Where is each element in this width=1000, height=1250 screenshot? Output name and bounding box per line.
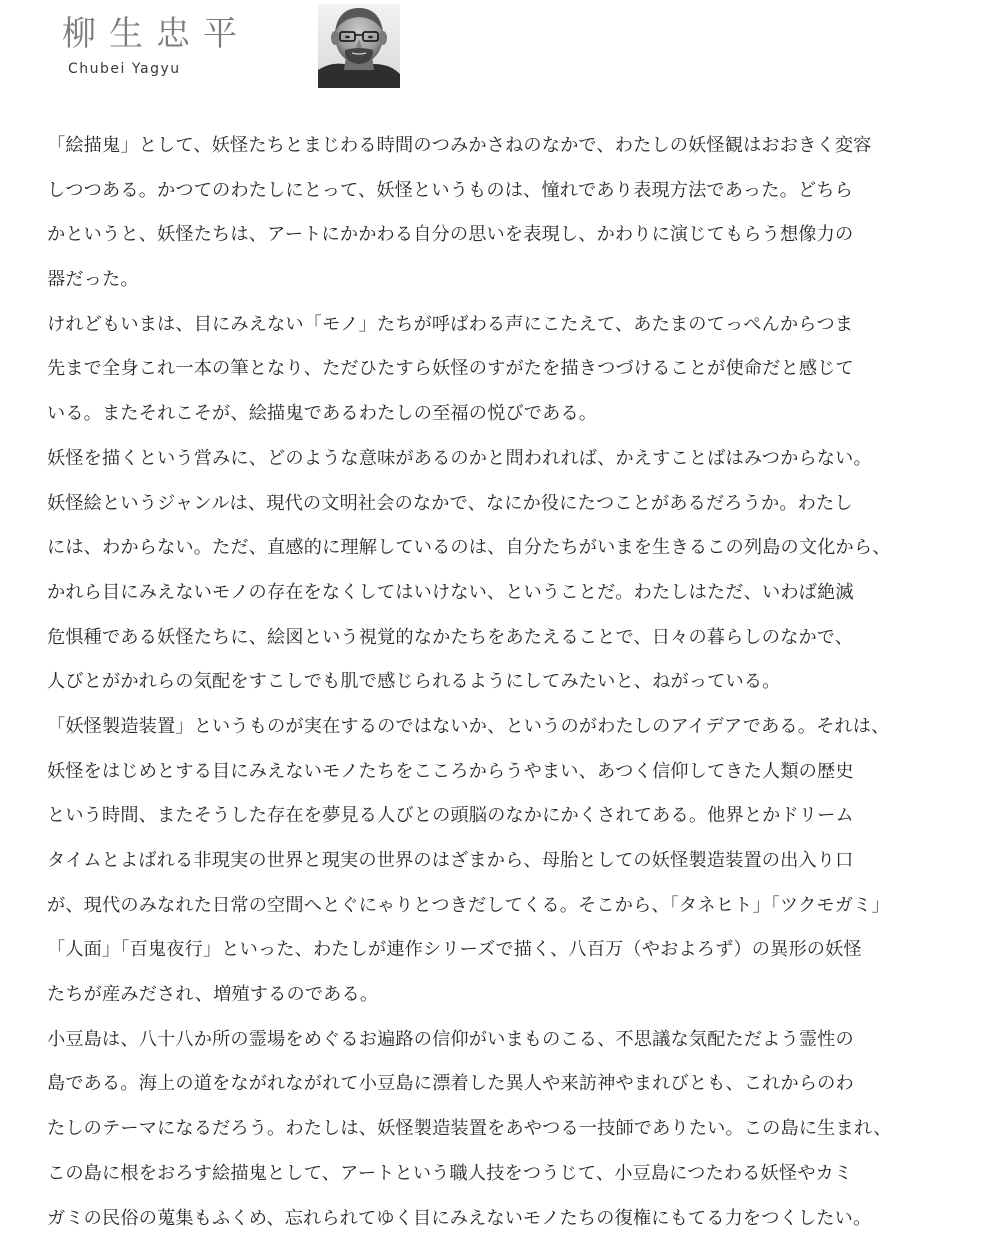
text-line: たしのテーマになるだろう。わたしは、妖怪製造装置をあやつる一技師でありたい。この島に生まれ、 [47, 1118, 892, 1140]
essay-paragraph [47, 131, 967, 310]
author-portrait [318, 4, 400, 88]
author-name-japanese: 柳生忠平 [62, 14, 250, 54]
text-line: 「絵描鬼」として、妖怪たちとまじわる時間のつみかさねのなかで、わたしの妖怪観はおおきく変容 [47, 135, 872, 156]
essay-paragraph [47, 1025, 967, 1248]
text-line: 「妖怪製造装置」というものが実在するのではないか、というのがわたしのアイデアである。それは、 [47, 715, 890, 737]
text-line: 妖怪絵というジャンルは、現代の文明社会のなかで、なにか役にたつことがあるだろうか。わたし [47, 492, 853, 514]
text-line: いる。またそれこそが、絵描鬼であるわたしの至福の悦びである。 [47, 403, 598, 425]
text-line: ガミの民俗の蒐集もふくめ、忘れられてゆく目にみえないモノたちの復権にもてる力をつくしたい。 [47, 1207, 872, 1229]
text-line: 危惧種である妖怪たちに、絵図という視覚的なかたちをあたえることで、日々の暮らしのなかで、 [47, 626, 854, 648]
text-line: 先まで全身これ一本の筆となり、ただひたすら妖怪のすがたを描きつづけることが使命だと感じて [47, 358, 854, 380]
text-line: この島に根をおろす絵描鬼として、アートという職人技をつうじて、小豆島につたわる妖怪やカミ [47, 1162, 853, 1184]
text-line: 妖怪を描くという営みに、どのような意味があるのかと問われれば、かえすことばはみつからない。 [47, 447, 872, 469]
essay-paragraph [47, 712, 967, 1025]
text-line: タイムとよばれる非現実の世界と現実の世界のはざまから、母胎としての妖怪製造装置の出入り口 [47, 850, 854, 871]
text-line: 器だった。 [47, 269, 139, 291]
text-line: 妖怪をはじめとする目にみえないモノたちをこころからうやまい、あつく信仰してきた人類の歴史 [47, 760, 854, 782]
text-line: 「人面」「百鬼夜行」といった、わたしが連作シリーズで描く、八百万（やおよろず）の異形の妖怪 [47, 939, 862, 961]
text-line: が、現代のみなれた日常の空間へとぐにゃりとつきだしてくる。そこから、「タネヒト」「ツクモガミ」 [47, 894, 890, 916]
text-line: 島である。海上の道をながれながれて小豆島に漂着した異人や来訪神やまれびとも、これからのわ [47, 1073, 854, 1095]
essay-body [47, 131, 967, 1248]
text-line: には、わからない。ただ、直感的に理解しているのは、自分たちがいまを生きるこの列島の文化から、 [47, 537, 891, 559]
text-line: 人びとがかれらの気配をすこしでも肌で感じられるようにしてみたいと、ねがっている。 [47, 671, 781, 693]
text-line: 小豆島は、八十八か所の霊場をめぐるお遍路の信仰がいまものこる、不思議な気配ただよう霊性の [47, 1028, 854, 1050]
text-line: という時間、またそうした存在を夢見る人びとの頭脳のなかにかくされてある。他界とかドリーム [47, 805, 854, 827]
profile-header [0, 0, 1000, 100]
text-line: しつつある。かつてのわたしにとって、妖怪というものは、憧れであり表現方法であった。どちら [47, 179, 853, 201]
essay-paragraph [47, 310, 967, 444]
essay-paragraph [47, 444, 967, 712]
text-line: けれどもいまは、目にみえない「モノ」たちが呼ばわる声にこたえて、あたまのてっぺんからつま [47, 313, 854, 335]
text-line: たちが産みだされ、増殖するのである。 [47, 984, 379, 1006]
author-name-romanized: Chubei Yagyu [68, 61, 181, 77]
text-line: かれら目にみえないモノの存在をなくしてはいけない、ということだ。わたしはただ、いわば絶滅 [47, 581, 854, 603]
text-line: かというと、妖怪たちは、アートにかかわる自分の思いを表現し、かわりに演じてもらう想像力の [47, 224, 854, 246]
